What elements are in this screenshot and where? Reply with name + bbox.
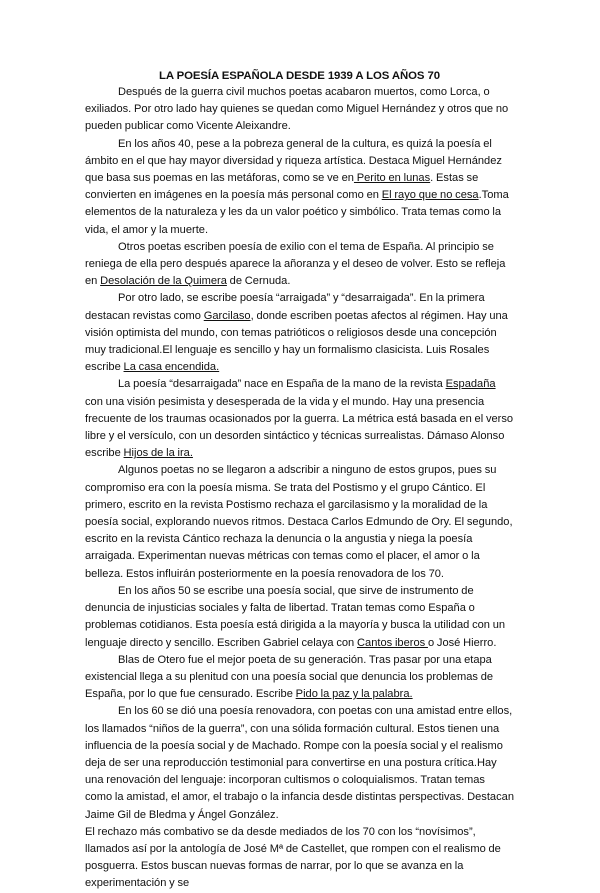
paragraph (85, 136, 514, 239)
paragraph-text: En los años 40, pese a la pobreza general de la cultura, es quizá la poesía el ámbito en el que hay mayor diversidad y riqueza artística. Destaca Miguel Hernández que basa sus poemas en las metáforas, como se ve en (85, 137, 502, 185)
work-title: Pido la paz y la palabra. (295, 688, 413, 701)
paragraph-text: Blas de Otero fue el mejor poeta de su generación. Tras pasar por una etapa existencial llega a su plenitud con una poesía social que denuncia los problemas de España, por lo que fue censurado. Escribe (85, 653, 494, 701)
paragraph-text: Algunos poetas no se llegaron a adscribir a ninguno de estos grupos, pues su compromiso era con la poesía misma. Se trata del Postismo y el grupo Cántico. El primero, escrito en la revista Postismo rechaza el garcilasismo y la moralidad de la poesía social, explorando nuevos ritmos. Destaca Carlos Edmundo de Ory. El segundo, escrito en la revista Cántico rechaza la denuncia o la angustia y niega la poesía arraigada. Experimentan nuevas métricas con temas como el placer, el amor o la belleza. Estos influirán posteriormente en la poesía renovadora de los 70. (85, 464, 513, 580)
paragraph-text: El rechazo más combativo se da desde mediados de los 70 con los “novísimos”, llamados así por la antología de José Mª de Castellet, que rompen con el realismo de posguerra. Estos buscan nuevas formas de narrar, por lo que se avanza en la experimentación y se (85, 825, 501, 890)
work-title: Hijos de la ira. (123, 447, 193, 460)
paragraph (85, 290, 514, 376)
paragraph (85, 239, 514, 291)
paragraph-text: , donde escriben poetas afectos al régimen. Hay una visión optimista del mundo, con temas patrióticos o religiosos desde una concepción muy tradicional.El lenguaje es sencillo y hay un formalismo clasicista. Luis Rosales escribe (85, 309, 508, 374)
paragraph-text: . Estas se convierten en imágenes en la poesía más personal como en (85, 172, 479, 202)
paragraph-text: Por otro lado, se escribe poesía “arraigada” y “desarraigada”. En la primera destacan revistas como (85, 292, 485, 322)
work-title: Garcilaso (203, 309, 251, 322)
document-title: LA POESÍA ESPAÑOLA DESDE 1939 A LOS AÑOS 70 (159, 70, 440, 82)
paragraph-text: de Cernuda. (226, 275, 291, 288)
paragraph (85, 462, 514, 582)
work-title: El rayo que no cesa (381, 189, 479, 202)
paragraph (85, 376, 514, 462)
paragraph-text: con una visión pesimista y desesperada de la vida y el mundo. Hay una presencia frecuente de los traumas ocasionados por la guerra. La métrica está basada en el verso libre y el versículo, con un desorden sintáctico y técnicas surrealistas. Dámaso Alonso escribe (85, 395, 514, 460)
paragraph (85, 84, 514, 136)
document-body (85, 84, 514, 893)
work-title: Desolación de la Quimera (100, 275, 227, 288)
paragraph-text: o José Hierro. (427, 636, 497, 649)
paragraph (85, 824, 514, 893)
paragraph-text: La poesía “desarraigada” nace en España de la mano de la revista (118, 378, 446, 391)
work-title: Espadaña (445, 378, 496, 391)
paragraph-text: Otros poetas escriben poesía de exilio con el tema de España. Al principio se reniega de ella pero después aparece la añoranza y el deseo de volver. Esto se refleja en (85, 240, 506, 288)
paragraph (85, 652, 514, 704)
paragraph (85, 583, 514, 652)
paragraph-text: En los años 50 se escribe una poesía social, que sirve de instrumento de denuncia de injusticias sociales y falta de libertad. Tratan temas como España o problemas cotidianos. Esta poesía está dirigida a la mayoría y busca la utilidad con un lenguaje directo y sencillo. Escriben Gabriel celaya con (85, 584, 506, 649)
paragraph (85, 703, 514, 823)
paragraph-text: En los 60 se dió una poesía renovadora, con poetas con una amistad entre ellos, los llamados “niños de la guerra”, con una sólida formación cultural. Estos tienen una influencia de la poesía social y de Machado. Rompe con la poesía social y el realismo deja de ser una reproducción testimonial para convertirse en una postura crítica.Hay una renovación del lenguaje: incorporan cultismos o coloquialismos. Tratan temas como la amistad, el amor, el trabajo o la infancia desde distintas perspectivas. Destacan Jaime Gil de Bledma y Ángel González. (85, 705, 514, 821)
work-title: Cantos iberos (357, 636, 428, 649)
work-title: Perito en lunas (353, 172, 431, 185)
paragraph-text: Después de la guerra civil muchos poetas acabaron muertos, como Lorca, o exiliados. Por otro lado hay quienes se quedan como Miguel Hernández y otros que no pueden publicar como Vicente Aleixandre. (85, 86, 509, 133)
work-title: La casa encendida. (123, 361, 220, 374)
paragraph-text: .Toma elementos de la naturaleza y les da un valor poético y simbólico. Trata temas como la vida, el amor y la muerte. (85, 189, 509, 236)
